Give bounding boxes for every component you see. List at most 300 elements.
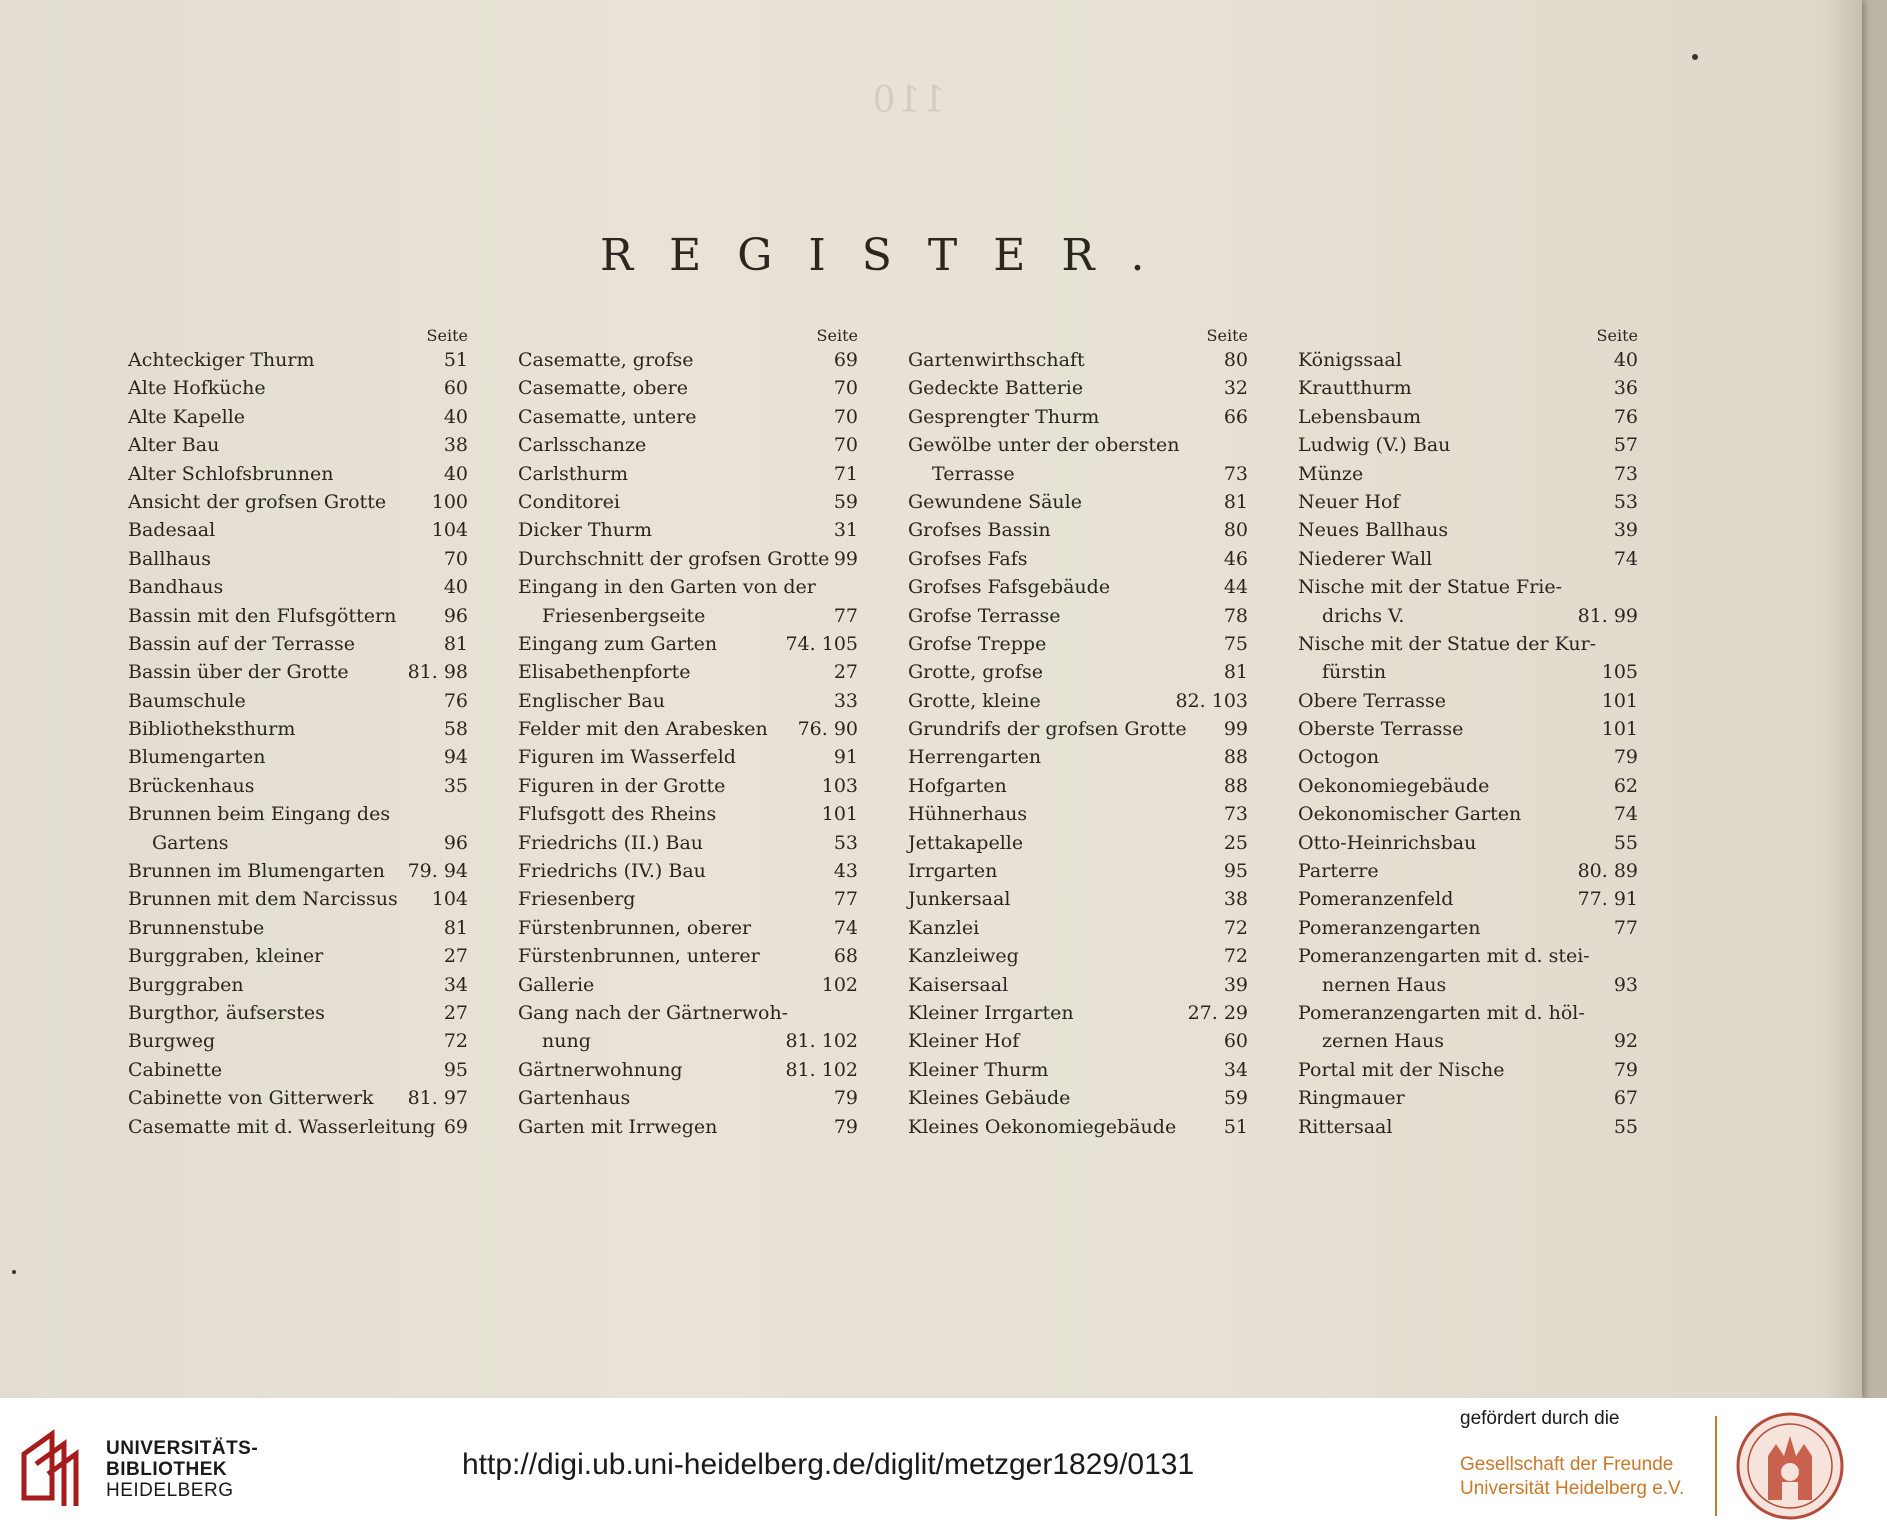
register-entry <box>128 658 468 686</box>
entry-page: 81 <box>1223 490 1248 513</box>
entry-name: Figuren in der Grotte <box>518 774 726 797</box>
register-entry <box>908 1084 1248 1112</box>
entry-name: Kleiner Hof <box>908 1030 1020 1053</box>
register-entry <box>908 772 1248 800</box>
entry-page: 51 <box>1223 1115 1248 1138</box>
entry-page: 73 <box>1223 462 1248 485</box>
register-entry <box>128 573 468 601</box>
register-entry <box>1298 374 1638 402</box>
entry-name: Casematte, grofse <box>518 349 694 371</box>
register-entry <box>128 1027 468 1055</box>
register-entry <box>908 658 1248 686</box>
entry-name: Kanzlei <box>908 916 980 939</box>
entry-name: Kleines Gebäude <box>908 1087 1071 1110</box>
entry-page: 81. 97 <box>407 1087 468 1110</box>
entry-page: 77 <box>1613 916 1638 939</box>
entry-page: 39 <box>1223 973 1248 996</box>
entry-page: 55 <box>1613 831 1638 854</box>
entry-page: 99 <box>1223 718 1248 741</box>
register-entry <box>128 857 468 885</box>
register-entry <box>908 573 1248 601</box>
entry-name: Grofses Fafs <box>908 547 1028 570</box>
entry-name: Brunnen mit dem Narcissus <box>128 888 398 911</box>
register-entry <box>908 942 1248 970</box>
entry-name: Grofse Treppe <box>908 632 1047 655</box>
column-header: Seite <box>1596 326 1638 345</box>
entry-page: 62 <box>1613 774 1638 797</box>
entry-name: Neues Ballhaus <box>1298 519 1449 542</box>
entry-page: 59 <box>833 490 858 513</box>
entry-name: Pomeranzengarten <box>1298 916 1481 939</box>
entry-name: Terrasse <box>932 462 1015 485</box>
library-name-line2: BIBLIOTHEK <box>106 1459 228 1480</box>
sponsor-name-line2[interactable]: Universität Heidelberg e.V. <box>1460 1478 1685 1499</box>
register-entry <box>908 715 1248 743</box>
entry-page: 74 <box>1613 803 1638 826</box>
register-entry <box>908 857 1248 885</box>
entry-page: 70 <box>833 405 858 428</box>
register-entry <box>128 743 468 771</box>
register-entry <box>1298 687 1638 715</box>
entry-page: 27 <box>443 945 468 968</box>
entry-page: 81. 102 <box>785 1030 858 1053</box>
entry-page: 88 <box>1223 746 1248 769</box>
entry-name: Bassin auf der Terrasse <box>128 632 355 655</box>
entry-page: 74 <box>833 916 858 939</box>
entry-name: Portal mit der Nische <box>1298 1058 1505 1081</box>
entry-name: Brunnen beim Eingang des <box>128 803 391 826</box>
entry-page: 72 <box>443 1030 468 1053</box>
register-entry <box>128 687 468 715</box>
entry-page: 78 <box>1223 604 1248 627</box>
entry-name: Friesenberg <box>518 888 636 911</box>
entry-name: Irrgarten <box>908 860 998 883</box>
entry-name: Durchschnitt der grofsen Grotte <box>518 547 830 570</box>
entry-page: 76. 90 <box>797 718 858 741</box>
entry-name: Alter Bau <box>128 434 220 457</box>
entry-name: Burgthor, äufserstes <box>128 1001 325 1024</box>
entry-name: nung <box>542 1030 591 1053</box>
register-entry <box>908 829 1248 857</box>
register-entry <box>518 630 858 658</box>
entry-name: Achteckiger Thurm <box>128 349 315 371</box>
entry-page: 101 <box>821 803 858 826</box>
entry-name: Bibliotheksthurm <box>128 718 296 741</box>
entry-page: 75 <box>1223 632 1248 655</box>
register-entry <box>128 800 468 828</box>
register-entry <box>908 545 1248 573</box>
register-entry <box>908 488 1248 516</box>
entry-name: Kleines Oekonomiegebäude <box>908 1115 1177 1138</box>
register-entry <box>518 1027 858 1055</box>
register-entry <box>908 602 1248 630</box>
register-entry <box>128 374 468 402</box>
entry-page: 76 <box>1613 405 1638 428</box>
entry-name: Blumengarten <box>128 746 266 769</box>
entry-page: 73 <box>1613 462 1638 485</box>
register-entry <box>518 488 858 516</box>
register-entry <box>1298 602 1638 630</box>
entry-name: Grotte, kleine <box>908 689 1041 712</box>
entry-name: Niederer Wall <box>1298 547 1433 570</box>
entry-name: Eingang in den Garten von der <box>518 576 816 599</box>
entry-page: 80 <box>1223 519 1248 542</box>
entry-page: 32 <box>1223 377 1248 400</box>
register-entry <box>518 1113 858 1141</box>
register-entry <box>908 914 1248 942</box>
entry-page: 34 <box>1223 1058 1248 1081</box>
sponsor-intro: gefördert durch die <box>1460 1408 1620 1429</box>
entry-page: 76 <box>443 689 468 712</box>
entry-name: Ansicht der grofsen Grotte <box>128 490 387 513</box>
register-entry <box>128 602 468 630</box>
entry-name: Friedrichs (II.) Bau <box>518 831 704 854</box>
entry-name: Dicker Thurm <box>518 519 653 542</box>
entry-name: Pomeranzenfeld <box>1298 888 1454 911</box>
register-entry <box>518 460 858 488</box>
entry-name: Brunnenstube <box>128 916 265 939</box>
entry-page: 94 <box>443 746 468 769</box>
entry-page: 81 <box>443 916 468 939</box>
entry-page: 55 <box>1613 1115 1638 1138</box>
register-entry <box>518 772 858 800</box>
register-entry <box>128 971 468 999</box>
entry-name: Herrengarten <box>908 746 1042 769</box>
entry-name: Brückenhaus <box>128 774 255 797</box>
entry-name: Münze <box>1298 462 1364 485</box>
page-title: REGISTER. <box>600 230 1181 281</box>
entry-name: Hühnerhaus <box>908 803 1028 826</box>
entry-page: 39 <box>1613 519 1638 542</box>
entry-page: 93 <box>1613 973 1638 996</box>
entry-page: 36 <box>1613 377 1638 400</box>
entry-page: 74. 105 <box>785 632 858 655</box>
entry-page: 66 <box>1223 405 1248 428</box>
entry-page: 91 <box>833 746 858 769</box>
entry-name: Gewundene Säule <box>908 490 1082 513</box>
entry-name: Burgweg <box>128 1030 216 1053</box>
register-entry <box>128 460 468 488</box>
entry-page: 60 <box>1223 1030 1248 1053</box>
register-entry <box>1298 545 1638 573</box>
entry-name: Casematte, obere <box>518 377 688 400</box>
entry-name: Oberste Terrasse <box>1298 718 1464 741</box>
entry-name: zernen Haus <box>1322 1030 1444 1053</box>
register-entry <box>1298 516 1638 544</box>
register-entry <box>518 687 858 715</box>
entry-name: Felder mit den Arabesken <box>518 718 768 741</box>
entry-name: Pomeranzengarten mit d. stei- <box>1298 945 1590 968</box>
register-entry <box>1298 715 1638 743</box>
register-entry <box>128 630 468 658</box>
register-entry <box>518 857 858 885</box>
register-entry <box>128 545 468 573</box>
entry-name: Cabinette von Gitterwerk <box>128 1087 374 1110</box>
register-entry <box>518 573 858 601</box>
entry-name: Fürstenbrunnen, oberer <box>518 916 752 939</box>
entry-page: 80 <box>1223 349 1248 371</box>
register-entry <box>908 800 1248 828</box>
register-entry <box>518 516 858 544</box>
register-entry <box>518 800 858 828</box>
entry-name: Octogon <box>1298 746 1380 769</box>
entry-page: 74 <box>1613 547 1638 570</box>
entry-name: Burggraben, kleiner <box>128 945 324 968</box>
entry-name: Grofse Terrasse <box>908 604 1061 627</box>
entry-page: 70 <box>443 547 468 570</box>
entry-name: Gang nach der Gärtnerwoh- <box>518 1001 789 1024</box>
register-entry <box>1298 857 1638 885</box>
register-entry <box>518 715 858 743</box>
register-entry <box>1298 743 1638 771</box>
entry-name: Friesenbergseite <box>542 604 706 627</box>
entry-name: Ludwig (V.) Bau <box>1298 434 1451 457</box>
register-entry <box>128 346 468 374</box>
register-entry <box>128 829 468 857</box>
entry-page: 51 <box>443 349 468 371</box>
entry-page: 79 <box>833 1115 858 1138</box>
entry-name: Kanzleiweg <box>908 945 1019 968</box>
entry-name: Carlsthurm <box>518 462 628 485</box>
entry-name: Königssaal <box>1298 349 1402 371</box>
register-entry <box>1298 346 1638 374</box>
entry-page: 59 <box>1223 1087 1248 1110</box>
register-entry <box>908 460 1248 488</box>
entry-page: 80. 89 <box>1577 860 1638 883</box>
entry-name: Casematte mit d. Wasserleitung <box>128 1115 436 1138</box>
entry-page: 105 <box>1601 661 1638 684</box>
entry-name: Figuren im Wasserfeld <box>518 746 736 769</box>
entry-name: Gedeckte Batterie <box>908 377 1084 400</box>
register-entry <box>1298 1084 1638 1112</box>
register-entry <box>128 772 468 800</box>
register-entry <box>128 942 468 970</box>
register-entry <box>518 885 858 913</box>
register-entry <box>1298 885 1638 913</box>
entry-name: Baumschule <box>128 689 246 712</box>
entry-page: 95 <box>443 1058 468 1081</box>
entry-page: 72 <box>1223 945 1248 968</box>
entry-page: 53 <box>833 831 858 854</box>
column-header: Seite <box>816 326 858 345</box>
entry-name: Conditorei <box>518 490 620 513</box>
entry-page: 25 <box>1223 831 1248 854</box>
page-edge-shadow <box>1822 0 1862 1398</box>
register-entry <box>1298 829 1638 857</box>
ink-speck <box>1692 54 1698 60</box>
register-entry <box>1298 658 1638 686</box>
register-column-4 <box>1298 326 1638 1141</box>
entry-page: 82. 103 <box>1175 689 1248 712</box>
entry-name: Gartens <box>152 831 229 854</box>
entry-name: Pomeranzengarten mit d. höl- <box>1298 1001 1585 1024</box>
register-column-1 <box>128 326 468 1141</box>
register-entry <box>908 743 1248 771</box>
register-entry <box>1298 630 1638 658</box>
register-entry <box>908 687 1248 715</box>
entry-name: fürstin <box>1322 661 1387 684</box>
register-entry <box>1298 800 1638 828</box>
entry-name: Grotte, grofse <box>908 661 1044 684</box>
entry-name: Gesprengter Thurm <box>908 405 1100 428</box>
footer-divider <box>1715 1416 1717 1516</box>
entry-page: 67 <box>1613 1087 1638 1110</box>
entry-name: Nische mit der Statue Frie- <box>1298 576 1563 599</box>
entry-page: 40 <box>443 462 468 485</box>
entry-page: 81. 102 <box>785 1058 858 1081</box>
entry-name: Kleiner Irrgarten <box>908 1001 1074 1024</box>
entry-name: Badesaal <box>128 519 216 542</box>
ub-logo-icon[interactable] <box>18 1428 94 1508</box>
column-header: Seite <box>426 326 468 345</box>
entry-name: Gartenwirthschaft <box>908 349 1085 371</box>
bleed-through-page-number: 110 <box>870 80 946 121</box>
register-entry <box>518 914 858 942</box>
entry-name: Bandhaus <box>128 576 224 599</box>
entry-page: 34 <box>443 973 468 996</box>
register-entry <box>128 431 468 459</box>
entry-page: 60 <box>443 377 468 400</box>
entry-name: Casematte, untere <box>518 405 697 428</box>
entry-page: 81. 98 <box>407 661 468 684</box>
register-entry <box>128 999 468 1027</box>
register-entry <box>1298 403 1638 431</box>
entry-page: 70 <box>833 377 858 400</box>
entry-page: 79 <box>833 1087 858 1110</box>
entry-name: nernen Haus <box>1322 973 1447 996</box>
register-entry <box>908 403 1248 431</box>
register-entry <box>908 516 1248 544</box>
register-entry <box>518 602 858 630</box>
entry-name: Eingang zum Garten <box>518 632 718 655</box>
entry-name: Oekonomischer Garten <box>1298 803 1522 826</box>
entry-name: Junkersaal <box>908 888 1011 911</box>
register-entry <box>128 516 468 544</box>
entry-page: 40 <box>1613 349 1638 371</box>
entry-name: Friedrichs (IV.) Bau <box>518 860 706 883</box>
register-column-3 <box>908 326 1248 1141</box>
entry-name: Gallerie <box>518 973 595 996</box>
entry-page: 44 <box>1223 576 1248 599</box>
register-entry <box>908 431 1248 459</box>
entry-name: Krautthurm <box>1298 377 1412 400</box>
register-entry <box>908 1113 1248 1141</box>
entry-page: 43 <box>833 860 858 883</box>
entry-name: Otto-Heinrichsbau <box>1298 831 1477 854</box>
entry-name: Nische mit der Statue der Kur- <box>1298 632 1597 655</box>
entry-name: Burggraben <box>128 973 244 996</box>
entry-name: Jettakapelle <box>908 831 1024 854</box>
entry-name: Gartenhaus <box>518 1087 631 1110</box>
entry-name: Kleiner Thurm <box>908 1058 1049 1081</box>
entry-page: 81 <box>1223 661 1248 684</box>
register-entry <box>1298 460 1638 488</box>
entry-page: 77 <box>833 888 858 911</box>
entry-page: 99 <box>833 547 858 570</box>
entry-page: 96 <box>443 831 468 854</box>
entry-name: Kaisersaal <box>908 973 1009 996</box>
entry-page: 92 <box>1613 1030 1638 1053</box>
entry-name: Rittersaal <box>1298 1115 1393 1138</box>
entry-page: 69 <box>833 349 858 371</box>
register-entry <box>128 403 468 431</box>
register-entry <box>908 971 1248 999</box>
entry-name: Elisabethenpforte <box>518 661 691 684</box>
entry-page: 101 <box>1601 718 1638 741</box>
entry-name: Parterre <box>1298 860 1379 883</box>
entry-page: 33 <box>833 689 858 712</box>
register-entry <box>908 1056 1248 1084</box>
entry-page: 53 <box>1613 490 1638 513</box>
entry-page: 38 <box>1223 888 1248 911</box>
register-entry <box>128 715 468 743</box>
entry-page: 100 <box>431 490 468 513</box>
register-entry <box>518 658 858 686</box>
library-name-line1: UNIVERSITÄTS- <box>106 1438 259 1459</box>
entry-page: 81. 99 <box>1577 604 1638 627</box>
register-entry <box>1298 1027 1638 1055</box>
register-entry <box>518 999 858 1027</box>
register-entry <box>518 942 858 970</box>
register-entry <box>1298 999 1638 1027</box>
register-entry <box>518 1084 858 1112</box>
permalink[interactable]: http://digi.ub.uni-heidelberg.de/diglit/metzger1829/0131 <box>462 1448 1195 1481</box>
register-entry <box>908 885 1248 913</box>
entry-page: 31 <box>833 519 858 542</box>
register-entry <box>518 403 858 431</box>
register-entry <box>518 1056 858 1084</box>
entry-page: 71 <box>833 462 858 485</box>
entry-page: 95 <box>1223 860 1248 883</box>
sponsor-name-line1[interactable]: Gesellschaft der Freunde <box>1460 1454 1674 1475</box>
entry-page: 58 <box>443 718 468 741</box>
entry-page: 69 <box>443 1115 468 1138</box>
entry-name: Hofgarten <box>908 774 1007 797</box>
entry-page: 101 <box>1601 689 1638 712</box>
entry-name: Grundrifs der grofsen Grotte <box>908 718 1187 741</box>
register-entry <box>1298 1056 1638 1084</box>
entry-page: 73 <box>1223 803 1248 826</box>
register-entry <box>908 374 1248 402</box>
entry-name: Oekonomiegebäude <box>1298 774 1490 797</box>
entry-page: 27 <box>833 661 858 684</box>
register-entry <box>1298 1113 1638 1141</box>
entry-page: 77. 91 <box>1577 888 1638 911</box>
register-entry <box>908 1027 1248 1055</box>
register-entry <box>518 971 858 999</box>
entry-name: Grofses Fafsgebäude <box>908 576 1111 599</box>
entry-page: 57 <box>1613 434 1638 457</box>
entry-name: Gärtnerwohnung <box>518 1058 683 1081</box>
register-entry <box>128 488 468 516</box>
entry-page: 79. 94 <box>407 860 468 883</box>
entry-page: 40 <box>443 576 468 599</box>
register-entry <box>1298 431 1638 459</box>
entry-name: Alte Hofküche <box>128 377 266 400</box>
entry-page: 102 <box>821 973 858 996</box>
register-entry <box>1298 914 1638 942</box>
entry-name: Gewölbe unter der obersten <box>908 434 1180 457</box>
register-entry <box>1298 488 1638 516</box>
entry-page: 27 <box>443 1001 468 1024</box>
entry-page: 27. 29 <box>1187 1001 1248 1024</box>
entry-name: Grofses Bassin <box>908 519 1051 542</box>
entry-name: Englischer Bau <box>518 689 665 712</box>
register-entry <box>908 630 1248 658</box>
register-entry <box>518 545 858 573</box>
entry-page: 38 <box>443 434 468 457</box>
entry-name: Garten mit Irrwegen <box>518 1115 718 1138</box>
